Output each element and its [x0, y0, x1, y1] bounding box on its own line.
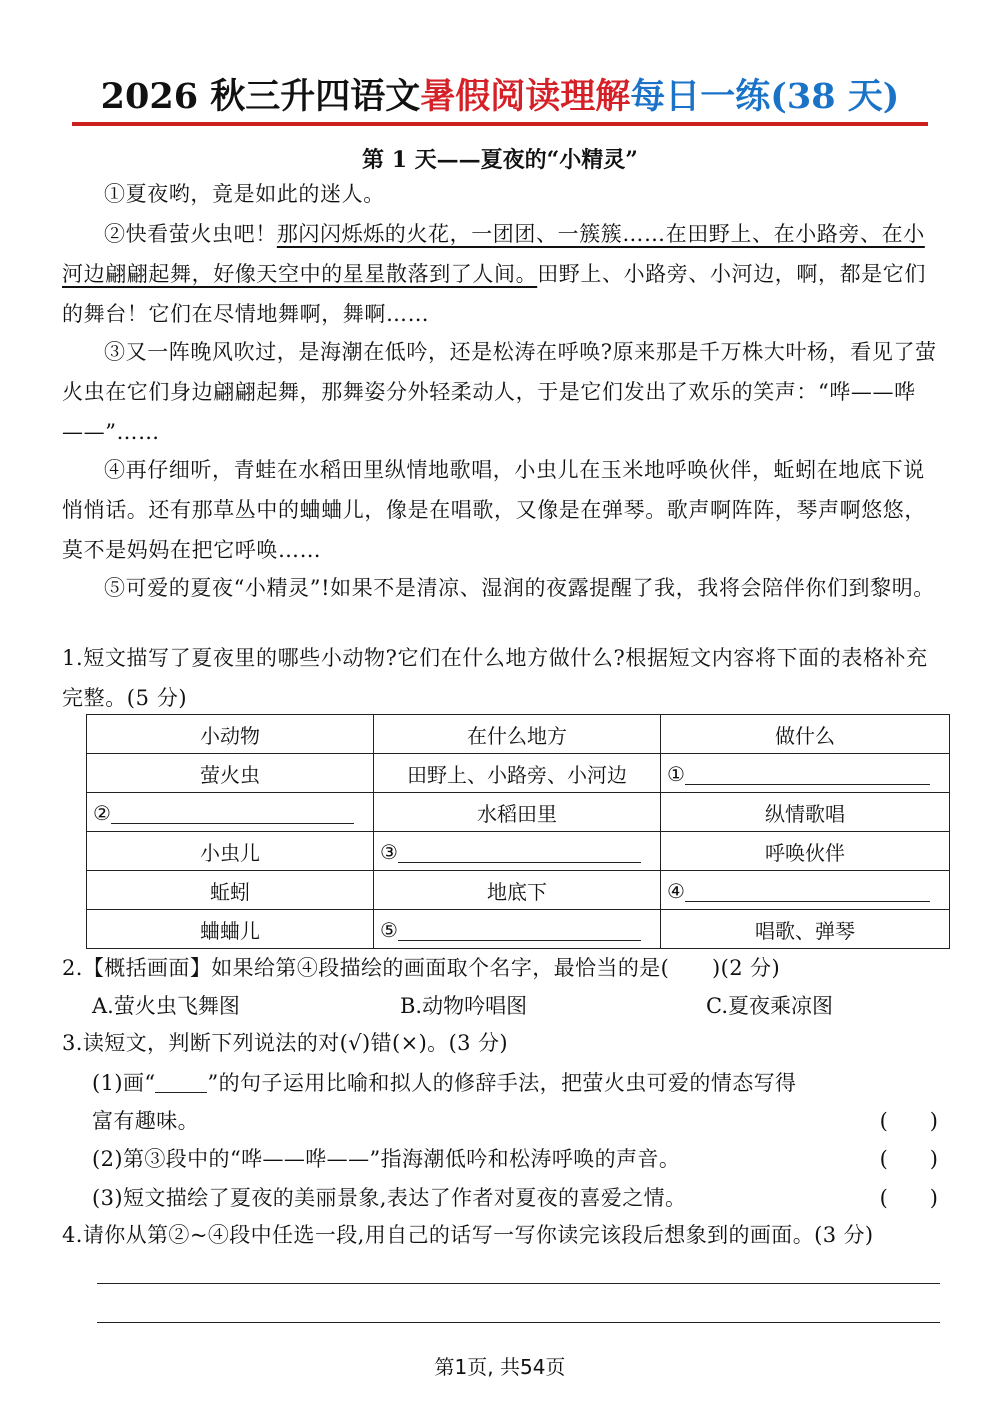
- table-cell: 萤火虫: [87, 754, 374, 793]
- table-blank-cell[interactable]: [661, 754, 950, 793]
- answer-blank[interactable]: [398, 838, 641, 863]
- answer-parenthesis[interactable]: ( ): [879, 1147, 938, 1171]
- question-1-table: [86, 714, 950, 949]
- question-3-prompt: 3.读短文，判断下列说法的对(√)错(×)。(3 分): [62, 1031, 509, 1055]
- answer-blank[interactable]: [398, 916, 641, 941]
- answer-blank[interactable]: [111, 799, 354, 824]
- header-part-1: 2026 秋三升四语文: [100, 76, 421, 117]
- statement-1-prefix: (1)画“: [92, 1071, 156, 1095]
- table-header: 小动物: [87, 715, 374, 754]
- table-row: [87, 910, 950, 949]
- table-header: 在什么地方: [374, 715, 661, 754]
- blank-number: ④: [667, 879, 685, 903]
- blank-number: ⑤: [380, 918, 398, 942]
- blank-number: ①: [667, 762, 685, 786]
- table-cell: 唱歌、弹琴: [661, 910, 950, 949]
- answer-blank[interactable]: [685, 877, 930, 902]
- paragraph-2-lead: ②快看萤火虫吧！: [104, 222, 277, 246]
- paragraph-5: ⑤可爱的夏夜“小精灵”!如果不是清凉、湿润的夜露提醒了我，我将会陪伴你们到黎明。: [104, 576, 935, 600]
- header-part-2: 暑假阅读理解: [420, 76, 631, 117]
- answer-line[interactable]: [97, 1322, 940, 1323]
- table-cell: 水稻田里: [374, 793, 661, 832]
- answer-parenthesis[interactable]: ( ): [879, 1186, 938, 1210]
- table-header-row: [87, 715, 950, 754]
- table-row: [87, 871, 950, 910]
- table-row: [87, 832, 950, 871]
- statement-2: (2)第③段中的“哗——哗——”指海潮低吟和松涛呼唤的声音。: [92, 1147, 681, 1171]
- header-part-3: 每日一练(38 天): [630, 76, 900, 117]
- question-1-prompt: 1.短文描写了夏夜里的哪些小动物?它们在什么地方做什么?根据短文内容将下面的表格补充完整。(5 分): [62, 646, 928, 710]
- paragraph-2-tail: 田野上、小路旁、小河边，啊，都是它们的舞台！它们在尽情地舞啊，舞啊……: [62, 262, 927, 326]
- table-cell: 蛐蛐儿: [87, 910, 374, 949]
- table-cell: 呼唤伙伴: [661, 832, 950, 871]
- table-cell: 田野上、小路旁、小河边: [374, 754, 661, 793]
- document-header: [72, 72, 928, 122]
- page-footer: 第1页, 共54页: [434, 1355, 566, 1379]
- statement-1-line-2: 富有趣味。: [92, 1109, 199, 1133]
- table-blank-cell[interactable]: [374, 910, 661, 949]
- option-a[interactable]: A.萤火虫飞舞图: [92, 994, 240, 1018]
- blank-number: ③: [380, 840, 398, 864]
- table-cell: 小虫儿: [87, 832, 374, 871]
- table-cell: 蚯蚓: [87, 871, 374, 910]
- option-c[interactable]: C.夏夜乘凉图: [706, 994, 833, 1018]
- table-cell: 纵情歌唱: [661, 793, 950, 832]
- table-row: [87, 754, 950, 793]
- lesson-title: 第 1 天——夏夜的“小精灵”: [362, 147, 638, 173]
- statement-1-line-1: [92, 1063, 796, 1103]
- paragraph-2: [62, 214, 940, 334]
- table-header: 做什么: [661, 715, 950, 754]
- table-blank-cell[interactable]: [87, 793, 374, 832]
- table-cell: 地底下: [374, 871, 661, 910]
- statement-1-body: ”的句子运用比喻和拟人的修辞手法，把萤火虫可爱的情态写得: [207, 1071, 797, 1095]
- paragraph-3: ③又一阵晚风吹过，是海潮在低吟，还是松涛在呼唤?原来那是千万株大叶杨，看见了萤火虫在它们身边翩翩起舞，那舞姿分外轻柔动人，于是它们发出了欢乐的笑声：“哗——哗——”……: [62, 340, 937, 444]
- paragraph-2-underlined: 那闪闪烁烁的火花，一团团、一簇簇……在田野上、在小路旁、在小河边翩翩起舞，好像天空中的星星散落到了人间。: [62, 222, 925, 286]
- statement-3: (3)短文描绘了夏夜的美丽景象,表达了作者对夏夜的喜爱之情。: [92, 1186, 687, 1210]
- header-rule: [72, 122, 928, 126]
- question-2-prompt: 2.【概括画面】如果给第④段描绘的画面取个名字，最恰当的是( )(2 分): [62, 956, 781, 980]
- table-blank-cell[interactable]: [374, 832, 661, 871]
- question-4-prompt: 4.请你从第②~④段中任选一段,用自己的话写一写你读完该段后想象到的画面。(3 分): [62, 1223, 874, 1247]
- table-blank-cell[interactable]: [661, 871, 950, 910]
- underline-marker: [155, 1070, 207, 1093]
- table-row: [87, 793, 950, 832]
- answer-line[interactable]: [97, 1283, 940, 1284]
- answer-parenthesis[interactable]: ( ): [879, 1109, 938, 1133]
- blank-number: ②: [93, 801, 111, 825]
- answer-blank[interactable]: [685, 760, 930, 785]
- option-b[interactable]: B.动物吟唱图: [400, 994, 528, 1018]
- paragraph-4: ④再仔细听，青蛙在水稻田里纵情地歌唱，小虫儿在玉米地呼唤伙伴，蚯蚓在地底下说悄悄话。还有那草丛中的蛐蛐儿，像是在唱歌，又像是在弹琴。歌声啊阵阵，琴声啊悠悠，莫不是妈妈在把它呼唤……: [62, 458, 926, 562]
- paragraph-1: ①夏夜哟，竟是如此的迷人。: [104, 182, 385, 206]
